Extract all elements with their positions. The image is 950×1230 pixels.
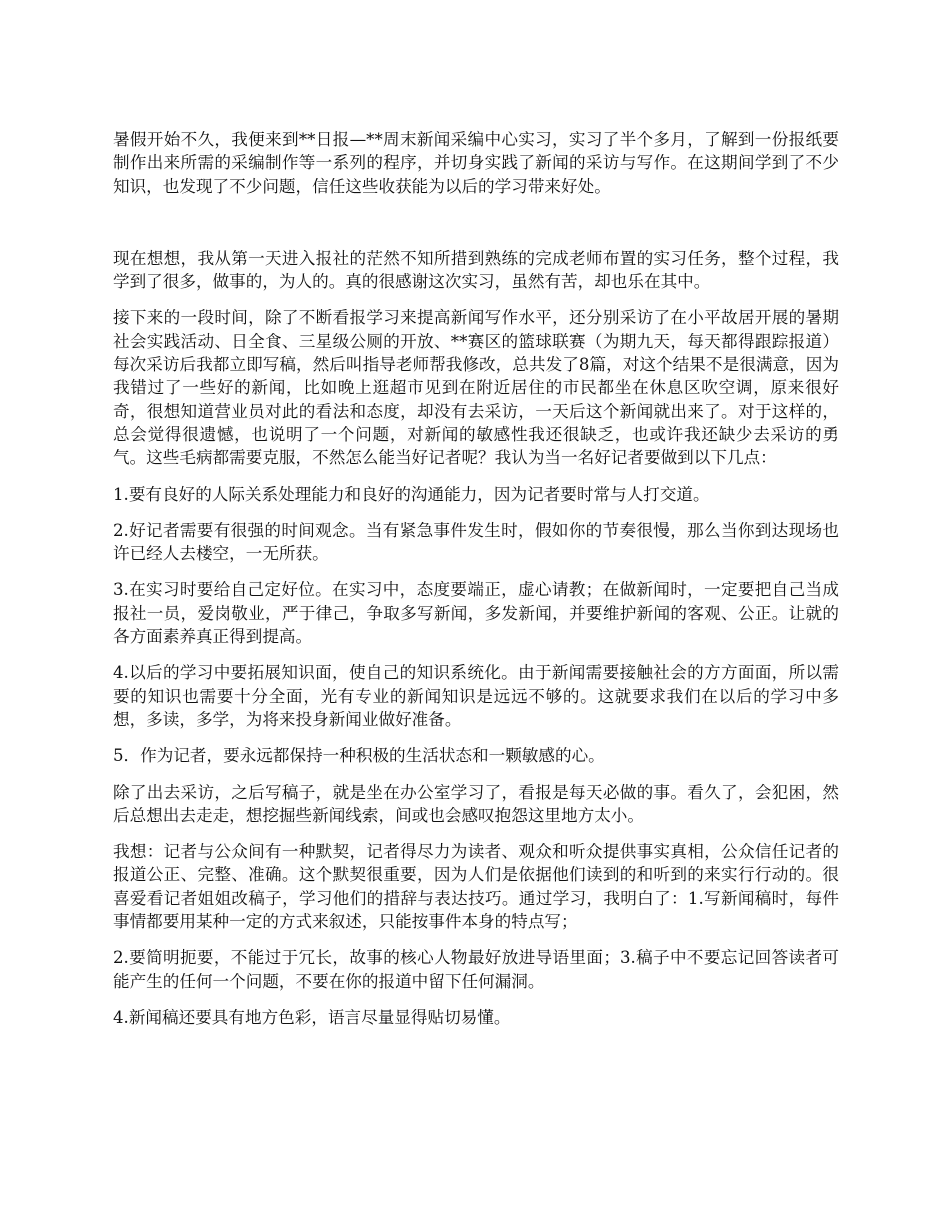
paragraph-office-study: 除了出去采访，之后写稿子，就是坐在办公室学习了，看报是每天必做的事。看久了，会犯困，然后总想出去走走，想挖掘些新闻线索，间或也会感叹抱怨这里地方太小。	[113, 782, 839, 825]
paragraph-interviews: 接下来的一段时间，除了不断看报学习来提高新闻写作水平，还分别采访了在小平故居开展的暑期社会实践活动、日全食、三星级公厕的开放、**赛区的篮球联赛（为期九天，每天都得跟踪报道）每次采访后我都立即写稿，然后叫指导老师帮我修改，总共发了8篇，对这个结果不是很满意，因为我错过了一些好的新闻，比如晚上逛超市见到在附近居住的市民都坐在休息区吹空调，原来很好奇，很想知道营业员对此的看法和态度，却没有去采访，一天后这个新闻就出来了。对于这样的，总会觉得很遗憾，也说明了一个问题，对新闻的敏感性我还很缺乏，也或许我还缺少去采访的勇气。这些毛病都需要克服，不然怎么能当好记者呢？我认为当一名好记者要做到以下几点：	[113, 308, 839, 468]
list-item-point-2: 2.好记者需要有很强的时间观念。当有紧急事件发生时，假如你的节奏很慢，那么当你到达现场也许已经人去楼空，一无所获。	[113, 520, 839, 564]
paragraph-reporter-public: 我想：记者与公众间有一种默契，记者得尽力为读者、观众和听众提供事实真相，公众信任记者的报道公正、完整、准确。这个默契很重要，因为人们是依据他们读到的和听到的来实行行动的。很喜爱看记者姐姐改稿子，学习他们的措辞与表达技巧。通过学习，我明白了：1.写新闻稿时，每件事情都要用某种一定的方式来叙述，只能按事件本身的特点写；	[113, 842, 839, 932]
paragraph-intro: 暑假开始不久，我便来到**日报—**周末新闻采编中心实习，实习了半个多月，了解到一份报纸要制作出来所需的采编制作等一系列的程序，并切身实践了新闻的采访与写作。在这期间学到了不少知识，也发现了不少问题，信任这些收获能为以后的学习带来好处。	[113, 130, 839, 196]
document-body	[113, 128, 839, 1042]
list-item-point-5: 5．作为记者，要永远都保持一种积极的生活状态和一颗敏感的心。	[113, 746, 605, 766]
list-item-point-3: 3.在实习时要给自己定好位。在实习中，态度要端正，虚心请教；在做新闻时，一定要把自己当成报社一员，爱岗敬业，严于律己，争取多写新闻，多发新闻，并要维护新闻的客观、公正。让就的各方面素养真正得到提高。	[113, 580, 839, 647]
list-item-point-4: 4.以后的学习中要拓展知识面，使自己的知识系统化。由于新闻需要接触社会的方方面面，所以需要的知识也需要十分全面，光有专业的新闻知识是远远不够的。这就要求我们在以后的学习中多想，多读，多学，为将来投身新闻业做好准备。	[113, 663, 839, 729]
paragraph-local-color: 4.新闻稿还要具有地方色彩，语言尽量显得贴切易懂。	[113, 1007, 511, 1027]
list-item-point-1: 1.要有良好的人际关系处理能力和良好的沟通能力，因为记者要时常与人打交道。	[113, 484, 710, 504]
paragraph-reflection: 现在想想，我从第一天进入报社的茫然不知所措到熟练的完成老师布置的实习任务，整个过程，我学到了很多，做事的，为人的。真的很感谢这次实习，虽然有苦，却也乐在其中。	[113, 248, 839, 292]
paragraph-writing-tips: 2.要简明扼要，不能过于冗长，故事的核心人物最好放进导语里面；3.稿子中不要忘记回答读者可能产生的任何一个问题，不要在你的报道中留下任何漏洞。	[113, 948, 839, 991]
